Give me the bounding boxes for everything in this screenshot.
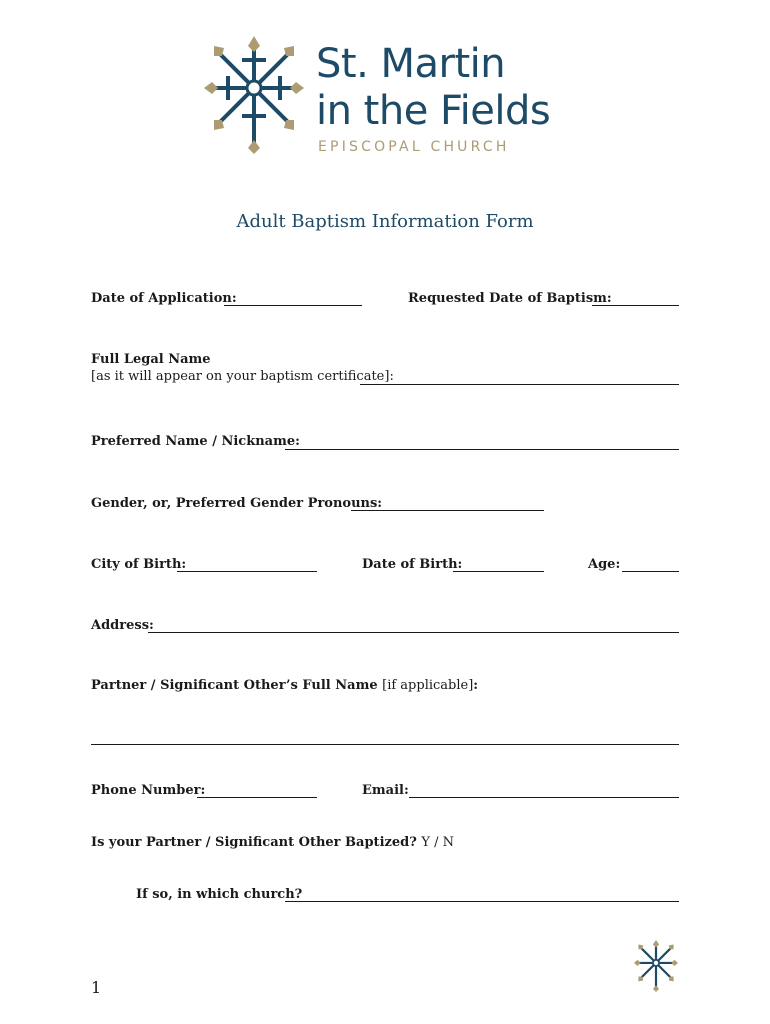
date-of-application-label: Date of Application: <box>91 291 237 306</box>
yes-no-options[interactable]: Y / N <box>421 835 455 850</box>
partner-name-label <box>91 678 478 693</box>
logo-name-line1: St. Martin <box>316 41 506 87</box>
full-legal-name-field[interactable] <box>360 384 679 385</box>
email-field[interactable] <box>409 797 679 798</box>
compass-cross-icon <box>204 36 304 154</box>
date-of-application-field[interactable] <box>224 305 362 306</box>
page-number: 1 <box>91 978 102 997</box>
logo-name-line2: in the Fields <box>316 88 551 134</box>
address-field[interactable] <box>148 632 679 633</box>
logo-subtitle: EPISCOPAL CHURCH <box>318 139 510 155</box>
preferred-name-label: Preferred Name / Nickname: <box>91 434 300 449</box>
gender-label: Gender, or, Preferred Gender Pronouns: <box>91 496 383 511</box>
age-label: Age: <box>588 557 621 572</box>
address-label: Address: <box>91 618 154 633</box>
requested-date-field[interactable] <box>592 305 679 306</box>
gender-field[interactable] <box>351 510 544 511</box>
partner-baptized-question <box>91 835 454 850</box>
which-church-label: If so, in which church? <box>136 887 303 902</box>
date-of-birth-label: Date of Birth: <box>362 557 463 572</box>
certificate-note: [as it will appear on your baptism certificate]: <box>91 369 394 384</box>
which-church-field[interactable] <box>285 901 679 902</box>
church-logo <box>204 36 584 158</box>
phone-label: Phone Number: <box>91 783 206 798</box>
requested-date-label: Requested Date of Baptism: <box>408 291 612 306</box>
phone-field[interactable] <box>197 797 317 798</box>
preferred-name-field[interactable] <box>285 449 679 450</box>
partner-baptized-text: Is your Partner / Significant Other Baptized? <box>91 835 417 850</box>
form-title: Adult Baptism Information Form <box>236 211 534 232</box>
city-of-birth-label: City of Birth: <box>91 557 187 572</box>
partner-name-field[interactable] <box>91 744 679 745</box>
if-applicable-note: [if applicable] <box>382 678 474 693</box>
full-legal-name-label: Full Legal Name <box>91 352 211 367</box>
email-label: Email: <box>362 783 409 798</box>
date-of-birth-field[interactable] <box>453 571 544 572</box>
age-field[interactable] <box>622 571 679 572</box>
partner-name-text: Partner / Significant Other’s Full Name <box>91 678 378 693</box>
city-of-birth-field[interactable] <box>177 571 317 572</box>
compass-cross-icon <box>634 940 678 992</box>
partner-name-colon: : <box>473 678 479 693</box>
